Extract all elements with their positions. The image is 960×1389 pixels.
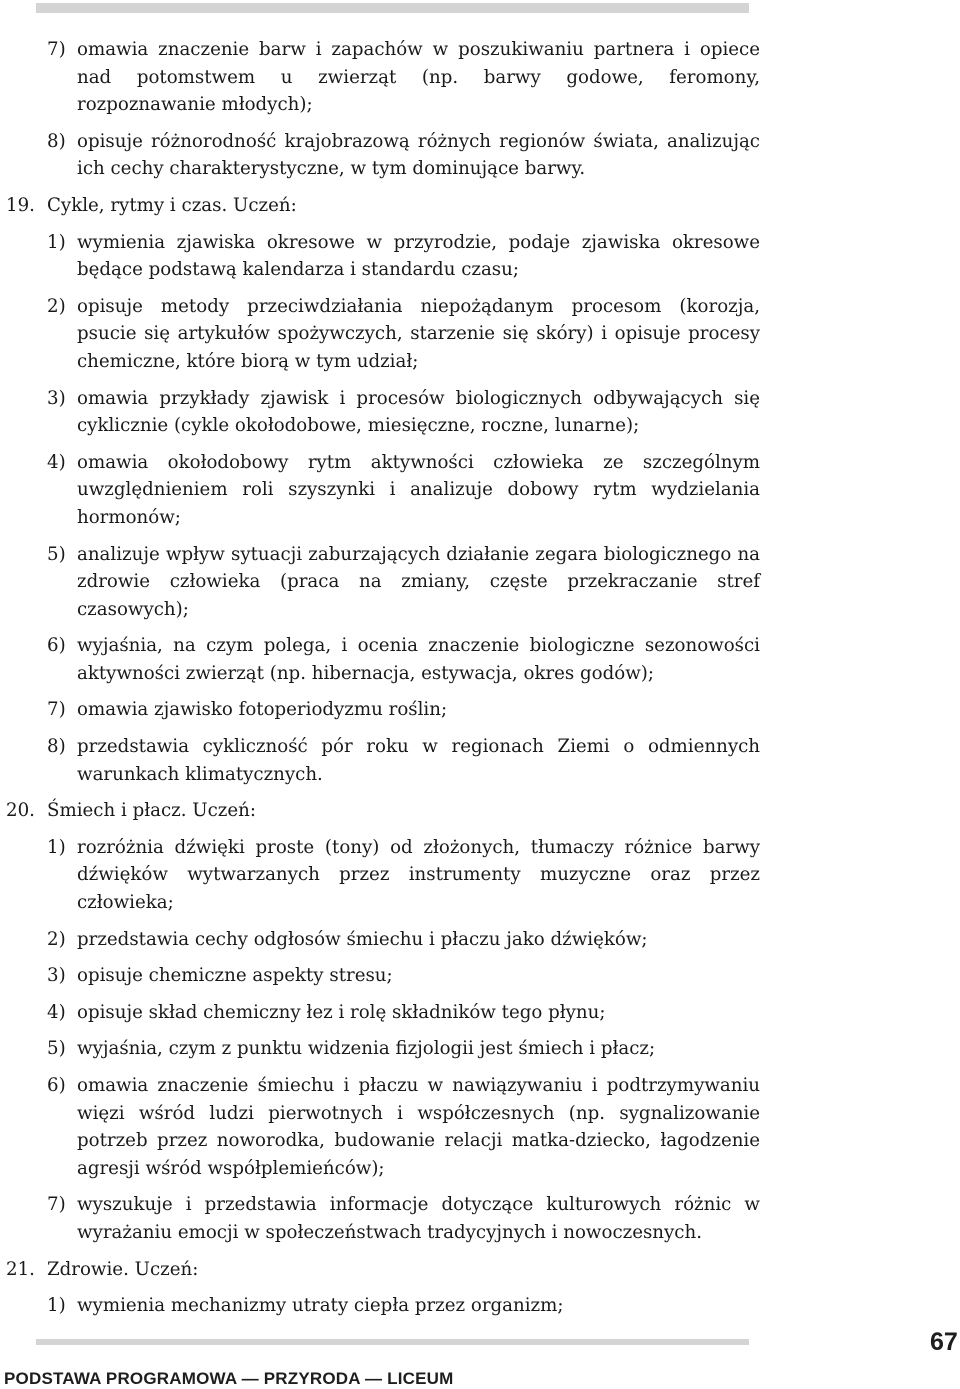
section-number: 19. xyxy=(6,194,35,216)
section-heading-21 xyxy=(0,1256,760,1284)
item-number: 7) xyxy=(47,1194,66,1216)
list-item xyxy=(0,449,760,532)
item-number: 4) xyxy=(47,451,66,473)
section-title: Zdrowie. Uczeń: xyxy=(47,1258,199,1280)
item-text: analizuje wpływ sytuacji zaburzających działanie zegara biologicznego na zdrowie człowieka (praca na zmiany, częste przekraczanie stref czasowych); xyxy=(77,543,760,620)
list-item xyxy=(0,1292,760,1320)
list-item xyxy=(0,962,760,990)
item-number: 3) xyxy=(47,387,66,409)
list-item xyxy=(0,36,760,119)
item-number: 5) xyxy=(47,1038,66,1060)
list-item xyxy=(0,999,760,1027)
item-text: wymienia mechanizmy utraty ciepła przez organizm; xyxy=(77,1295,564,1317)
list-item xyxy=(0,696,760,724)
item-number: 4) xyxy=(47,1001,66,1023)
list-item xyxy=(0,128,760,183)
document-body xyxy=(0,36,760,1329)
section-heading-19 xyxy=(0,192,760,220)
item-number: 6) xyxy=(47,1075,66,1096)
item-number: 1) xyxy=(47,836,66,858)
top-divider xyxy=(36,3,749,13)
list-item xyxy=(0,632,760,687)
item-text: omawia znaczenie barw i zapachów w poszukiwaniu partnera i opiece nad potomstwem u zwierząt (np. barwy godowe, feromony, rozpoznawanie młodych); xyxy=(77,39,760,116)
list-item xyxy=(0,733,760,788)
item-text: omawia zjawisko fotoperiodyzmu roślin; xyxy=(77,699,448,721)
item-number: 6) xyxy=(47,635,66,657)
item-text: rozróżnia dźwięki proste (tony) od złożonych, tłumaczy różnice barwy dźwięków wytwarzanych przez instrumenty muzyczne oraz przez człowieka; xyxy=(77,836,760,914)
item-number: 2) xyxy=(47,928,66,950)
item-number: 8) xyxy=(47,736,66,758)
list-item xyxy=(0,541,760,624)
item-text: opisuje skład chemiczny łez i rolę składników tego płynu; xyxy=(77,1001,606,1023)
list-item xyxy=(0,1191,760,1246)
item-text: opisuje metody przeciwdziałania niepożądanym procesom (korozja, psucie się artykułów spożywczych, starzenie się skóry) i opisuje procesy chemiczne, które biorą w tym udział; xyxy=(77,295,760,372)
item-text: wyjaśnia, na czym polega, i ocenia znaczenie biologiczne sezonowości aktywności zwierząt (np. hibernacja, estywacja, okres godów); xyxy=(77,635,760,684)
section-heading-20 xyxy=(0,797,760,825)
section-title: Cykle, rytmy i czas. Uczeń: xyxy=(47,194,297,216)
item-text: omawia przykłady zjawisk i procesów biologicznych odbywających się cyklicznie (cykle okołodobowe, miesięczne, roczne, lunarne); xyxy=(77,387,760,437)
item-text: przedstawia cykliczność pór roku w regionach Ziemi o odmiennych warunkach klimatycznych. xyxy=(77,736,760,785)
footer-label: PODSTAWA PROGRAMOWA — PRZYRODA — LICEUM xyxy=(4,1369,454,1388)
list-item xyxy=(0,1072,760,1182)
list-item xyxy=(0,293,760,376)
item-text: opisuje różnorodność krajobrazową różnych regionów świata, analizując ich cechy charakterystyczne, w tym dominujące barwy. xyxy=(77,130,760,180)
item-number: 1) xyxy=(47,231,66,253)
footer-divider xyxy=(36,1339,749,1345)
item-text: omawia znaczenie śmiechu i płaczu w nawiązywaniu i podtrzymywaniu więzi wśród ludzi pierwotnych i współczesnych (np. sygnalizowanie potrzeb przez noworodka, budowanie relacji matka-dziecko, łagodzenie agresji wśród współplemieńców); xyxy=(77,1075,760,1179)
list-item xyxy=(0,1035,760,1063)
section-number: 20. xyxy=(6,800,35,822)
list-item xyxy=(0,834,760,917)
list-item xyxy=(0,926,760,954)
item-text: przedstawia cechy odgłosów śmiechu i płaczu jako dźwięków; xyxy=(77,928,648,950)
item-text: wyszukuje i przedstawia informacje dotyczące kulturowych różnic w wyrażaniu emocji w społeczeństwach tradycyjnych i nowoczesnych. xyxy=(77,1194,760,1243)
item-number: 8) xyxy=(47,130,66,152)
item-number: 5) xyxy=(47,543,66,565)
page-number: 67 xyxy=(930,1328,958,1356)
item-text: wyjaśnia, czym z punktu widzenia fizjologii jest śmiech i płacz; xyxy=(77,1038,656,1060)
list-item xyxy=(0,385,760,440)
section-number: 21. xyxy=(6,1258,35,1280)
item-number: 7) xyxy=(47,39,66,60)
item-text: opisuje chemiczne aspekty stresu; xyxy=(77,965,393,987)
item-number: 2) xyxy=(47,295,66,317)
item-number: 3) xyxy=(47,965,66,987)
item-text: omawia okołodobowy rytm aktywności człowieka ze szczególnym uwzględnieniem roli szyszynki i analizuje dobowy rytm wydzielania hormonów; xyxy=(77,451,760,528)
list-item xyxy=(0,229,760,284)
item-number: 1) xyxy=(47,1295,66,1317)
item-number: 7) xyxy=(47,699,66,721)
section-title: Śmiech i płacz. Uczeń: xyxy=(47,800,256,822)
item-text: wymienia zjawiska okresowe w przyrodzie, podaje zjawiska okresowe będące podstawą kalendarza i standardu czasu; xyxy=(77,231,760,281)
